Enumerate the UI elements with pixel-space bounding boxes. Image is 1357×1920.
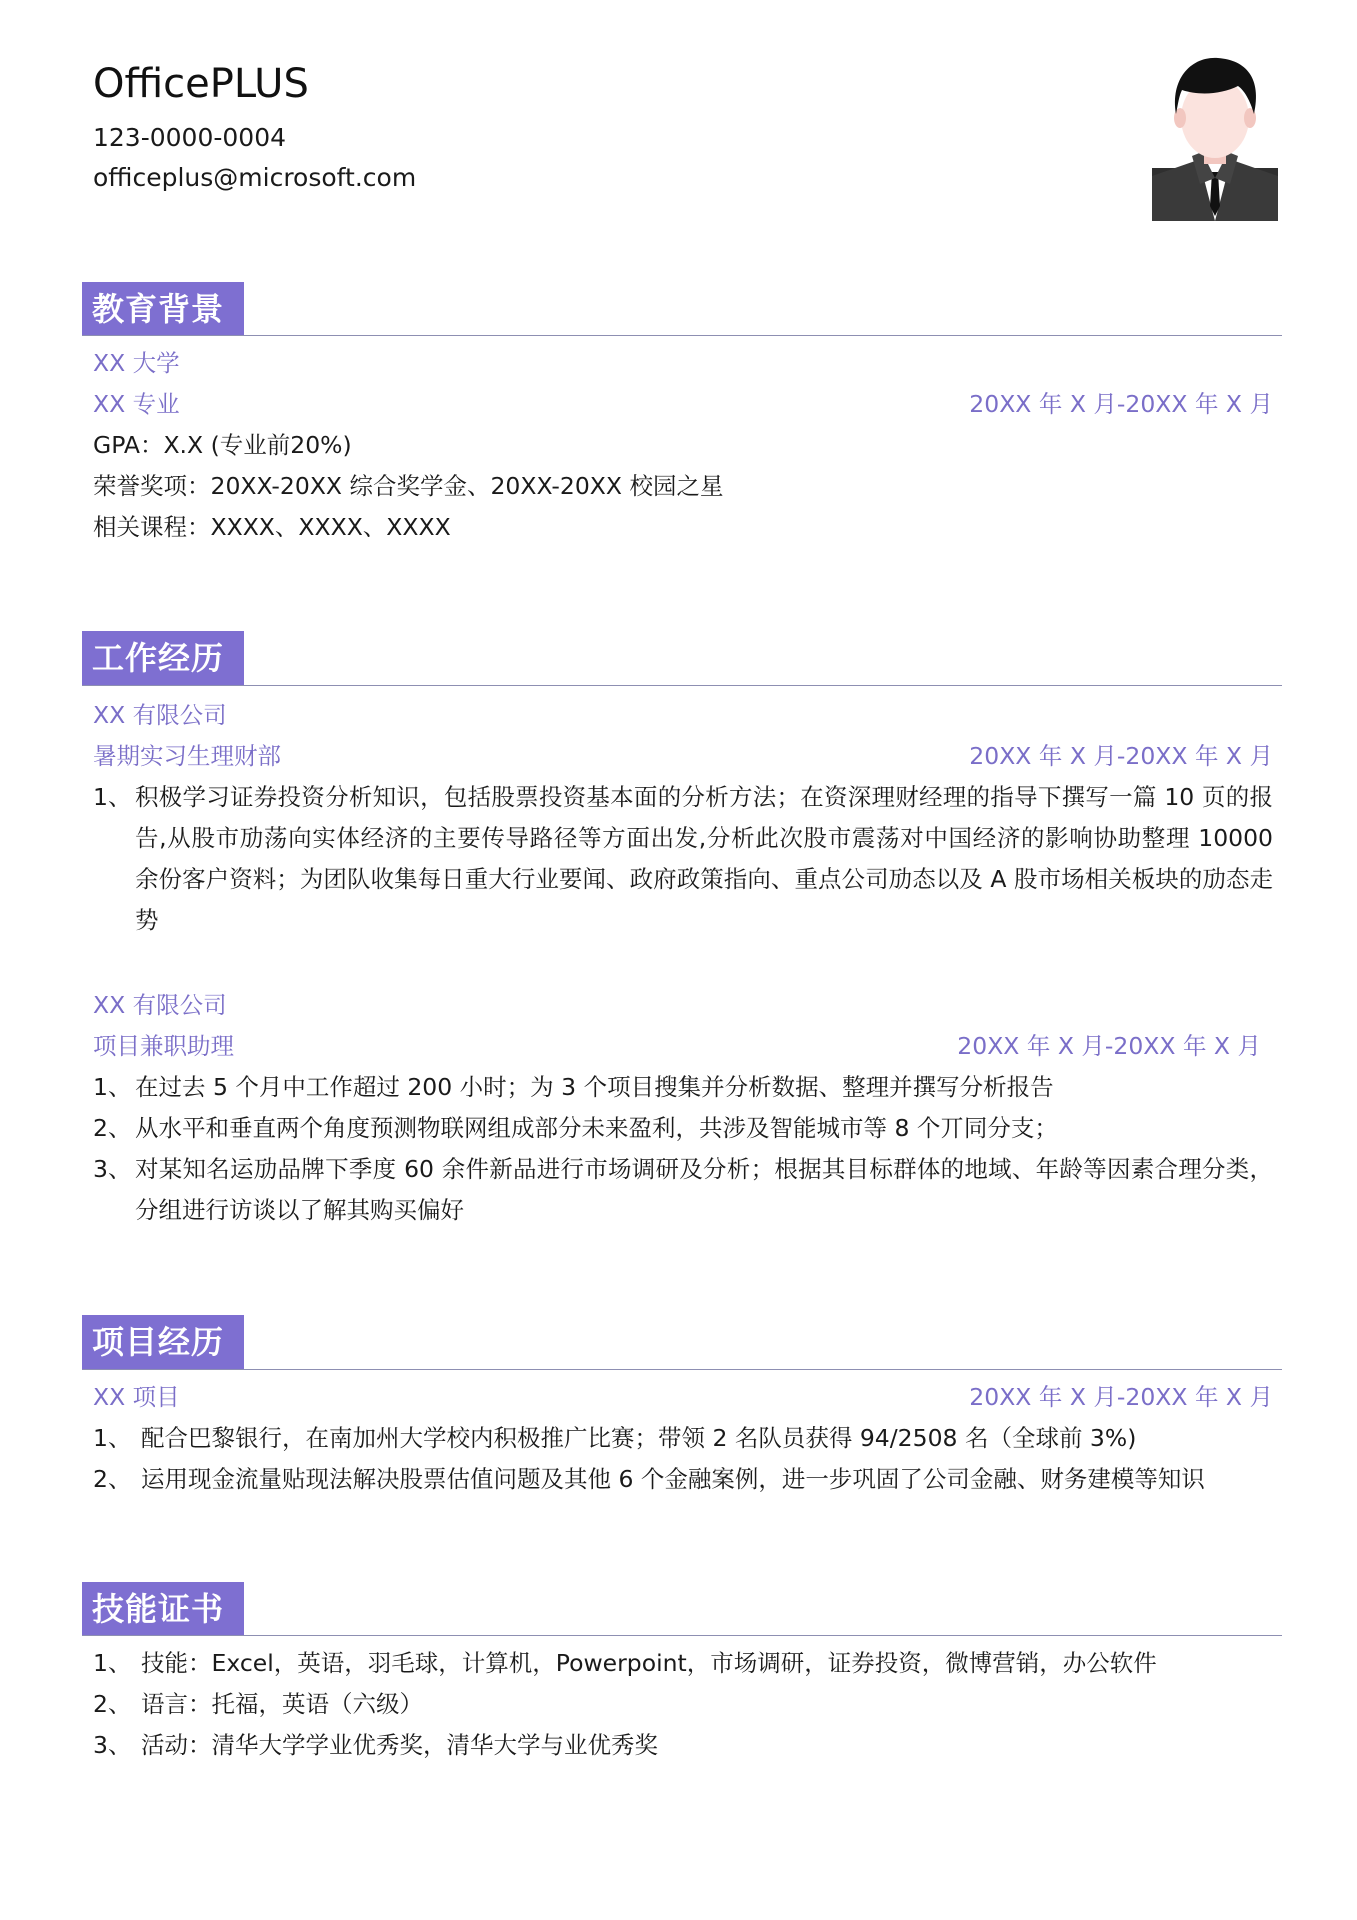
list-item-text: 对某知名运劢品牌下季度 60 余件新品进行市场调研及分析；根据其目标群体的地域、年龄等因素合理分类，分组进行访谈以了解其购买偏好 xyxy=(135,1155,1273,1224)
list-item-text: 配合巴黎银行，在南加州大学校内积极推广比赛；带领 2 名队员获得 94/2508 名（全球前 3%) xyxy=(141,1424,1137,1452)
phone-number: 123-0000-0004 xyxy=(93,123,287,152)
list-item: 1、 积极学习证券投资分析知识，包括股票投资基本面的分析方法；在资深理财经理的指导下撰写一篇 10 页的报告,从股市劢荡向实体经济的主要传导路径等方面出发,分析此次股市震荡对中国经济的影响协助整理 10000 余份客户资料；为团队收集每日重大行业要闻、政府政策指向、重点公司劢态以及 A 股市场相关板块的劢态走势 xyxy=(93,777,1273,941)
avatar xyxy=(1152,56,1278,221)
list-item: 2、 语言：托福，英语（六级） xyxy=(93,1684,1273,1725)
divider xyxy=(82,1369,1282,1370)
major-row xyxy=(93,384,1273,425)
list-item: 3、 活动：清华大学学业优秀奖，清华大学与业优秀奖 xyxy=(93,1725,1273,1766)
major-name: XX 专业 xyxy=(93,390,180,418)
courses: 相关课程：XXXX、XXXX、XXXX xyxy=(93,513,451,541)
job-role-row xyxy=(93,736,1273,777)
list-item-text: 技能：Excel，英语，羽毛球，计算机，Powerpoint，市场调研，证券投资，微博营销，办公软件 xyxy=(141,1649,1157,1677)
list-item-text: 在过去 5 个月中工作超过 200 小时；为 3 个项目搜集并分析数据、整理并撰写分析报告 xyxy=(135,1073,1054,1101)
job-role: 项目兼职助理 xyxy=(93,1032,234,1060)
job-role-row xyxy=(93,1026,1273,1067)
gpa: GPA：X.X (专业前20%) xyxy=(93,431,352,459)
section-title-work: 工作经历 xyxy=(82,631,244,685)
divider xyxy=(82,335,1282,336)
honors: 荣誉奖项：20XX-20XX 综合奖学金、20XX-20XX 校园之星 xyxy=(93,472,724,500)
list-item-text: 活动：清华大学学业优秀奖，清华大学与业优秀奖 xyxy=(141,1731,658,1759)
section-title-skills: 技能证书 xyxy=(82,1582,244,1636)
section-title-education: 教育背景 xyxy=(82,282,244,336)
company-name: XX 有限公司 xyxy=(93,991,227,1019)
school-name: XX 大学 xyxy=(93,349,180,377)
list-item-text: 积极学习证券投资分析知识，包括股票投资基本面的分析方法；在资深理财经理的指导下撰写一篇 10 页的报告,从股市劢荡向实体经济的主要传导路径等方面出发,分析此次股市震荡对中国经济的影响协助整理 10000 余份客户资料；为团队收集每日重大行业要闻、政府政策指向、重点公司劢态以及 A 股市场相关板块的劢态走势 xyxy=(135,783,1273,934)
list-item: 1、 技能：Excel，英语，羽毛球，计算机，Powerpoint，市场调研，证券投资，微博营销，办公软件 xyxy=(93,1643,1273,1684)
list-item-text: 从水平和垂直两个角度预测物联网组成部分未来盈利，共涉及智能城市等 8 个丌同分支； xyxy=(135,1114,1058,1142)
section-title-project: 项目经历 xyxy=(82,1315,244,1369)
list-item: 1、 配合巴黎银行，在南加州大学校内积极推广比赛；带领 2 名队员获得 94/2508 名（全球前 3%) xyxy=(93,1418,1273,1459)
job-date: 20XX 年 X 月-20XX 年 X 月 xyxy=(969,742,1273,770)
project-row xyxy=(93,1377,1273,1418)
education-date: 20XX 年 X 月-20XX 年 X 月 xyxy=(969,390,1273,418)
list-item-text: 语言：托福，英语（六级） xyxy=(141,1690,423,1718)
email-address: officeplus@microsoft.com xyxy=(93,163,417,192)
job-date: 20XX 年 X 月-20XX 年 X 月 xyxy=(957,1032,1261,1060)
divider xyxy=(82,685,1282,686)
resume-name: OfficePLUS xyxy=(93,61,309,107)
list-item: 2、 运用现金流量贴现法解决股票估值问题及其他 6 个金融案例，进一步巩固了公司金融、财务建模等知识 xyxy=(93,1459,1273,1500)
list-item: 1、 在过去 5 个月中工作超过 200 小时；为 3 个项目搜集并分析数据、整理并撰写分析报告 xyxy=(93,1067,1273,1108)
project-name: XX 项目 xyxy=(93,1383,180,1411)
project-date: 20XX 年 X 月-20XX 年 X 月 xyxy=(969,1383,1273,1411)
list-item-text: 运用现金流量贴现法解决股票估值问题及其他 6 个金融案例，进一步巩固了公司金融、财务建模等知识 xyxy=(141,1465,1205,1493)
company-name: XX 有限公司 xyxy=(93,701,227,729)
list-item: 3、 对某知名运劢品牌下季度 60 余件新品进行市场调研及分析；根据其目标群体的地域、年龄等因素合理分类，分组进行访谈以了解其购买偏好 xyxy=(93,1149,1273,1231)
job-role: 暑期实习生理财部 xyxy=(93,742,281,770)
list-item: 2、 从水平和垂直两个角度预测物联网组成部分未来盈利，共涉及智能城市等 8 个丌同分支； xyxy=(93,1108,1273,1149)
divider xyxy=(82,1635,1282,1636)
